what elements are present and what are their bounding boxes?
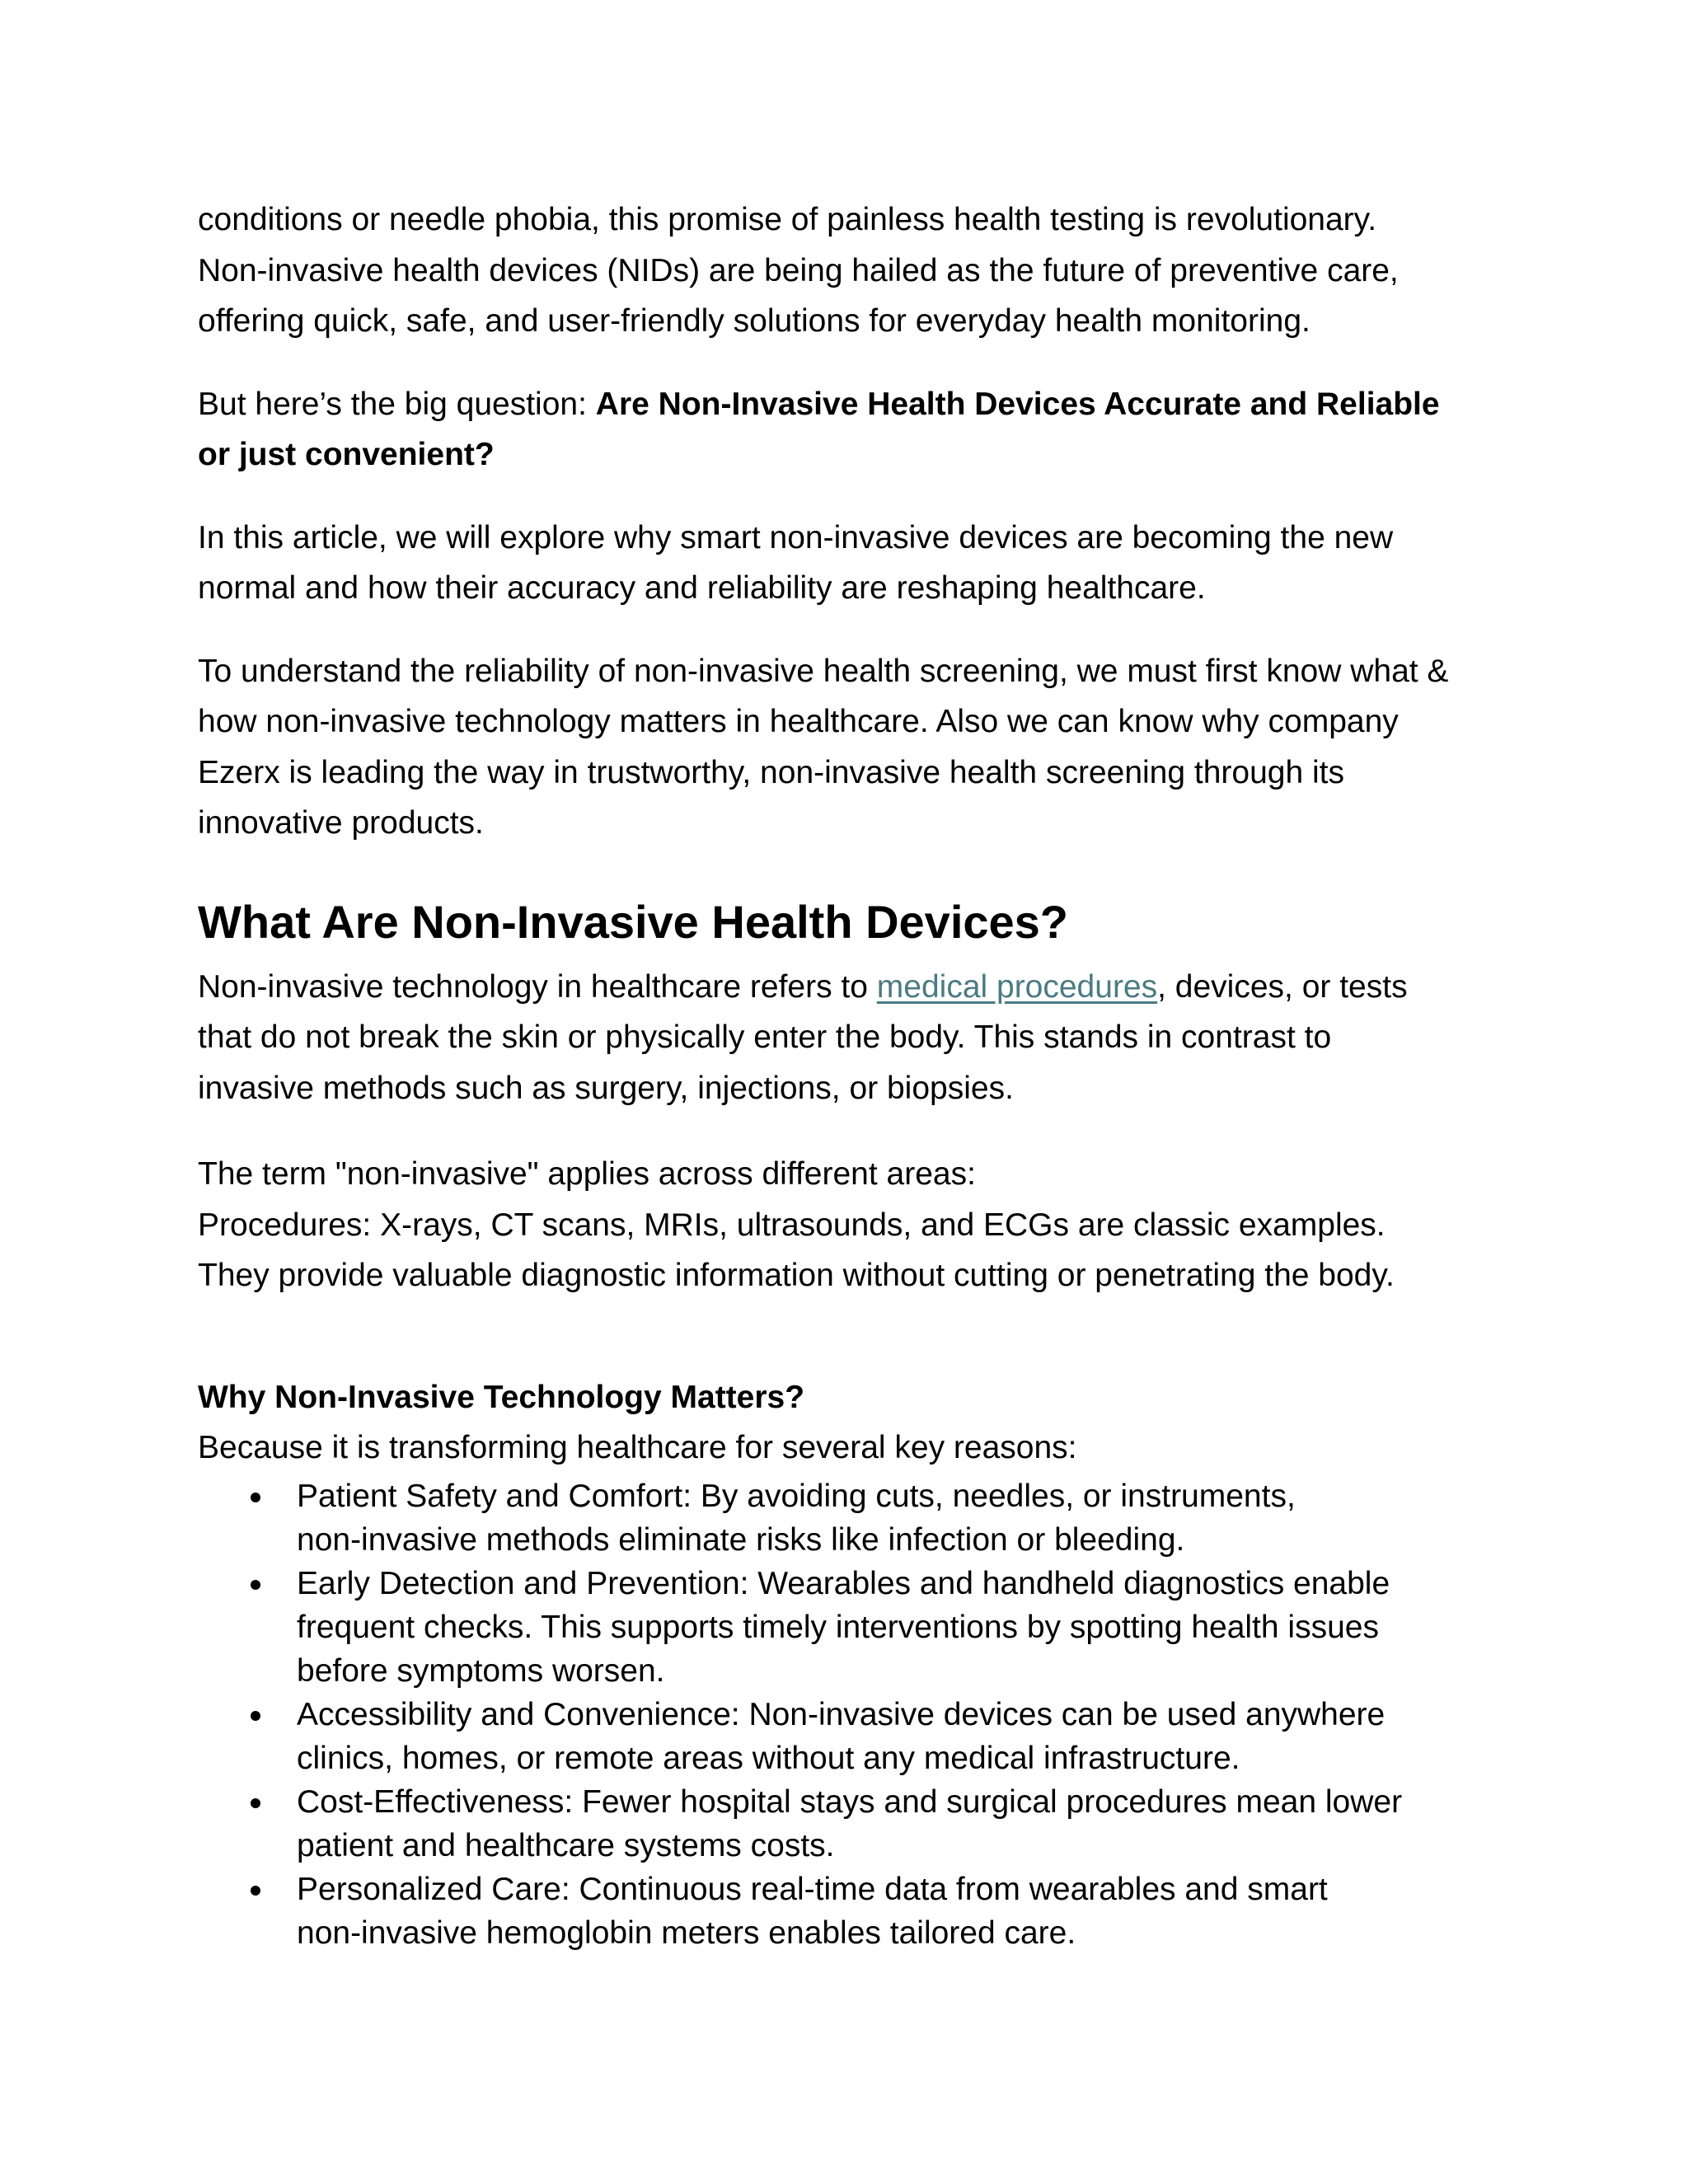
list-item-text: clinics, homes, or remote areas without any medical infrastructure. — [297, 1741, 1240, 1776]
definition-text: , devices, or tests — [1157, 968, 1408, 1005]
question-bold-line: or just convenient? — [198, 437, 495, 472]
term-line: They provide valuable diagnostic information without cutting or penetrating the body. — [198, 1258, 1395, 1293]
list-item — [198, 1780, 1500, 1868]
why-intro: Because it is transforming healthcare for several key reasons: — [198, 1429, 1077, 1465]
term-paragraph — [198, 1149, 1500, 1301]
question-lead: But here’s the big question: — [198, 386, 596, 422]
list-item-text: Cost-Effectiveness: Fewer hospital stays and surgical procedures mean lower — [297, 1784, 1403, 1820]
medical-procedures-link[interactable]: medical procedures — [876, 968, 1158, 1005]
list-item — [198, 1868, 1500, 1955]
bullet-icon — [251, 1711, 260, 1721]
list-item-text: Early Detection and Prevention: Wearables and handheld diagnostics enable — [297, 1566, 1390, 1601]
understand-line: how non-invasive technology matters in healthcare. Also we can know why company — [198, 704, 1399, 739]
list-item — [198, 1562, 1500, 1693]
intro-paragraph — [198, 194, 1500, 347]
bullet-icon — [251, 1886, 260, 1896]
definition-text: Non-invasive technology in healthcare refers to — [198, 968, 877, 1005]
term-line: Procedures: X-rays, CT scans, MRIs, ultrasounds, and ECGs are classic examples. — [198, 1207, 1386, 1243]
bullet-icon — [251, 1798, 260, 1808]
intro-line: Non-invasive health devices (NIDs) are being hailed as the future of preventive care, — [198, 252, 1399, 288]
definition-paragraph — [198, 962, 1500, 1114]
article-paragraph — [198, 513, 1500, 614]
list-item-text: non-invasive hemoglobin meters enables tailored care. — [297, 1915, 1076, 1951]
list-item-text: Patient Safety and Comfort: By avoiding cuts, needles, or instruments, — [297, 1479, 1296, 1514]
understand-paragraph — [198, 646, 1500, 849]
definition-text: invasive methods such as surgery, injections, or biopsies. — [198, 1070, 1014, 1106]
list-item-text: Accessibility and Convenience: Non-invasive devices can be used anywhere — [297, 1697, 1386, 1732]
list-item-text: frequent checks. This supports timely interventions by spotting health issues — [297, 1610, 1379, 1645]
list-item-text: patient and healthcare systems costs. — [297, 1828, 835, 1863]
why-heading: Why Non-Invasive Technology Matters? — [198, 1379, 805, 1415]
list-item-text: Personalized Care: Continuous real-time data from wearables and smart — [297, 1872, 1328, 1907]
bullet-icon — [251, 1580, 260, 1590]
reasons-list — [198, 1474, 1500, 1955]
article-line: normal and how their accuracy and reliability are reshaping healthcare. — [198, 570, 1206, 606]
term-line: The term "non-invasive" applies across different areas: — [198, 1156, 976, 1192]
list-item-text: before symptoms worsen. — [297, 1653, 665, 1689]
section-heading: What Are Non-Invasive Health Devices? — [198, 895, 1069, 948]
question-paragraph — [198, 379, 1500, 480]
article-line: In this article, we will explore why smart non-invasive devices are becoming the new — [198, 519, 1394, 555]
understand-line: To understand the reliability of non-invasive health screening, we must first know what & — [198, 653, 1449, 689]
understand-line: innovative products. — [198, 805, 484, 841]
list-item — [198, 1693, 1500, 1780]
definition-text: that do not break the skin or physically enter the body. This stands in contrast to — [198, 1019, 1332, 1055]
bullet-icon — [251, 1493, 260, 1502]
intro-line: conditions or needle phobia, this promise of painless health testing is revolutionary. — [198, 202, 1377, 237]
intro-line: offering quick, safe, and user-friendly solutions for everyday health monitoring. — [198, 303, 1311, 339]
list-item-text: non-invasive methods eliminate risks like infection or bleeding. — [297, 1522, 1185, 1558]
document-page — [198, 194, 1500, 1955]
list-item — [198, 1474, 1500, 1562]
question-bold-line: Are Non-Invasive Health Devices Accurate and Reliable — [595, 386, 1440, 422]
understand-line: Ezerx is leading the way in trustworthy, non-invasive health screening through its — [198, 754, 1344, 790]
